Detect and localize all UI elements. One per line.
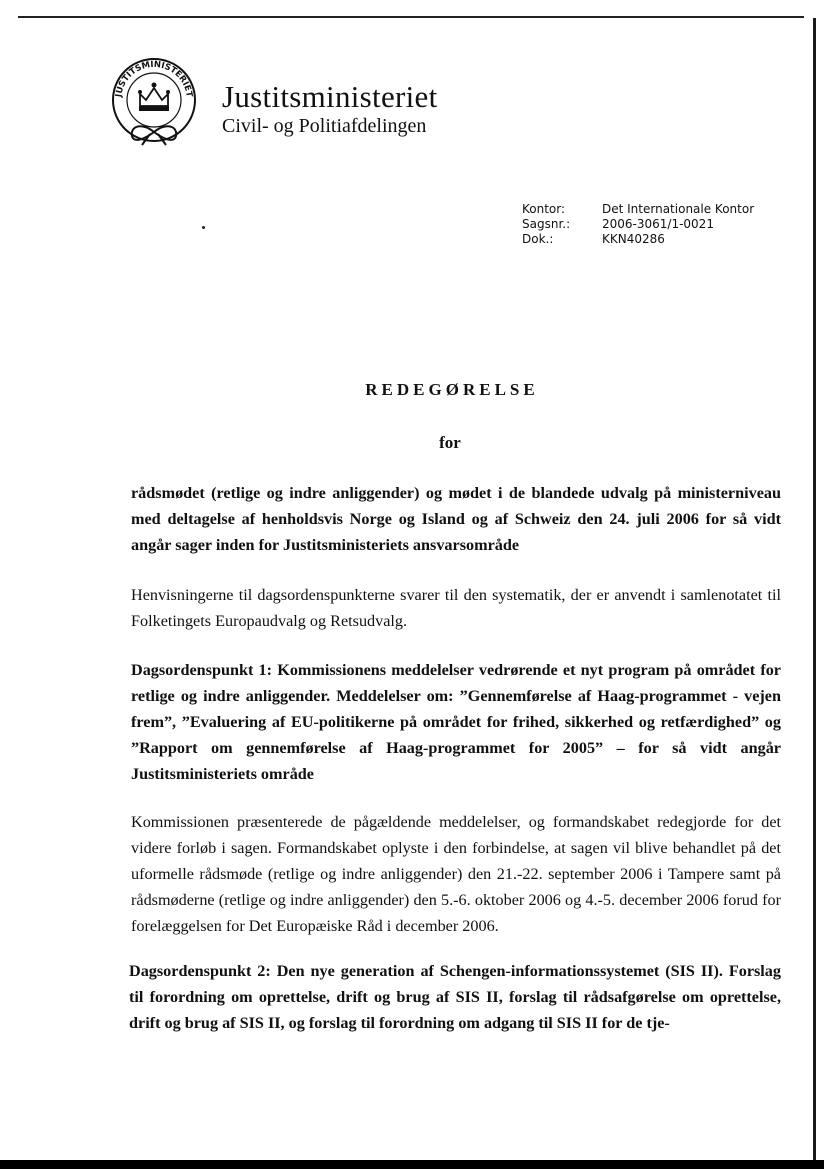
meta-row-document (522, 232, 754, 247)
svg-text:JUSTITSMINISTERIET: JUSTITSMINISTERIET (114, 59, 194, 98)
org-name: Justitsministeriet (222, 79, 438, 114)
top-rule (18, 16, 804, 18)
scan-border-bottom (0, 1160, 824, 1169)
meta-row-office (522, 202, 754, 217)
document-for: for (439, 433, 461, 452)
org-department: Civil- og Politiafdelingen (222, 115, 427, 137)
subject-paragraph: rådsmødet (retlige og indre anliggender) og mødet i de blandede udvalg på ministerniveau med deltagelse af henholdsvis Norge og Island og af Schweiz den 24. juli 2006 for så vidt angår sager inden for Justitsministeriets ansvarsområde (131, 484, 781, 554)
stray-dot (202, 226, 205, 229)
meta-label: Dok.: (522, 232, 554, 246)
meta-value: 2006-3061/1-0021 (602, 217, 714, 231)
reference-note: Henvisningerne til dagsordenspunkterne svarer til den systematik, der er anvendt i samlenotatet til Folketingets Europaudvalg og Retsudvalg. (131, 586, 781, 630)
meta-value: Det Internationale Kontor (602, 202, 755, 216)
meta-label: Kontor: (522, 202, 566, 216)
case-metadata (522, 202, 754, 247)
document-title: REDEGØRELSE (365, 380, 539, 399)
ministry-seal-logo (104, 56, 204, 146)
meta-label: Sagsnr.: (522, 217, 571, 231)
agenda-item-1-heading: Dagsordenspunkt 1: Kommissionens meddelelser vedrørende et nyt program på området for retlige og indre anliggender. Meddelelser om: ”Gennemførelse af Haag-programmet - vejen frem”, ”Evaluering af EU-politikerne på området for frihed, sikkerhed og retfærdighed” og ”Rapport om gennemførelse af Haag-programmet for 2005” – for så vidt angår Justitsministeriets område (131, 661, 781, 783)
scan-border-right (813, 18, 816, 1163)
agenda-item-1-body: Kommissionen præsenterede de pågældende meddelelser, og formandskabet redegjorde for det videre forløb i sagen. Formandskabet oplyste i den forbindelse, at sagen vil blive behandlet på det uformelle rådsmøde (retlige og indre anliggender) den 21.-22. september 2006 i Tampere samt på rådsmøderne (retlige og indre anliggender) den 5.-6. oktober 2006 og 4.-5. december 2006 forud for forelæggelsen for Det Europæiske Råd i december 2006. (131, 813, 781, 935)
meta-value: KKN40286 (602, 232, 665, 246)
meta-row-case-number (522, 217, 754, 232)
agenda-item-2-heading: Dagsordenspunkt 2: Den nye generation af Schengen-informationssystemet (SIS II). Forslag til forordning om oprettelse, drift og brug af SIS II, forslag til rådsafgørelse om oprettelse, drift og brug af SIS II, og forslag til forordning om adgang til SIS II for de tje- (129, 962, 781, 1032)
